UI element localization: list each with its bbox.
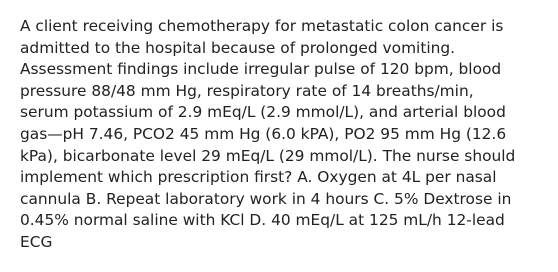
question-line: 0.45% normal saline with KCl D. 40 mEq/L at 125 mL/h 12-lead	[20, 211, 505, 230]
question-line: admitted to the hospital because of prolonged vomiting.	[20, 38, 456, 57]
question-line: gas—pH 7.46, PCO2 45 mm Hg (6.0 kPA), PO2 95 mm Hg (12.6	[20, 124, 507, 143]
question-text	[20, 16, 538, 254]
question-line: ECG	[20, 232, 53, 251]
question-line: A client receiving chemotherapy for metastatic colon cancer is	[20, 17, 504, 35]
question-line: implement which prescription first? A. Oxygen at 4L per nasal	[20, 168, 497, 187]
question-line: Assessment findings include irregular pulse of 120 bpm, blood	[20, 60, 502, 79]
question-line: serum potassium of 2.9 mEq/L (2.9 mmol/L), and arterial blood	[20, 103, 506, 122]
question-line: pressure 88/48 mm Hg, respiratory rate of 14 breaths/min,	[20, 81, 474, 100]
question-line: cannula B. Repeat laboratory work in 4 hours C. 5% Dextrose in	[20, 189, 512, 208]
question-line: kPa), bicarbonate level 29 mEq/L (29 mmol/L). The nurse should	[20, 146, 516, 165]
